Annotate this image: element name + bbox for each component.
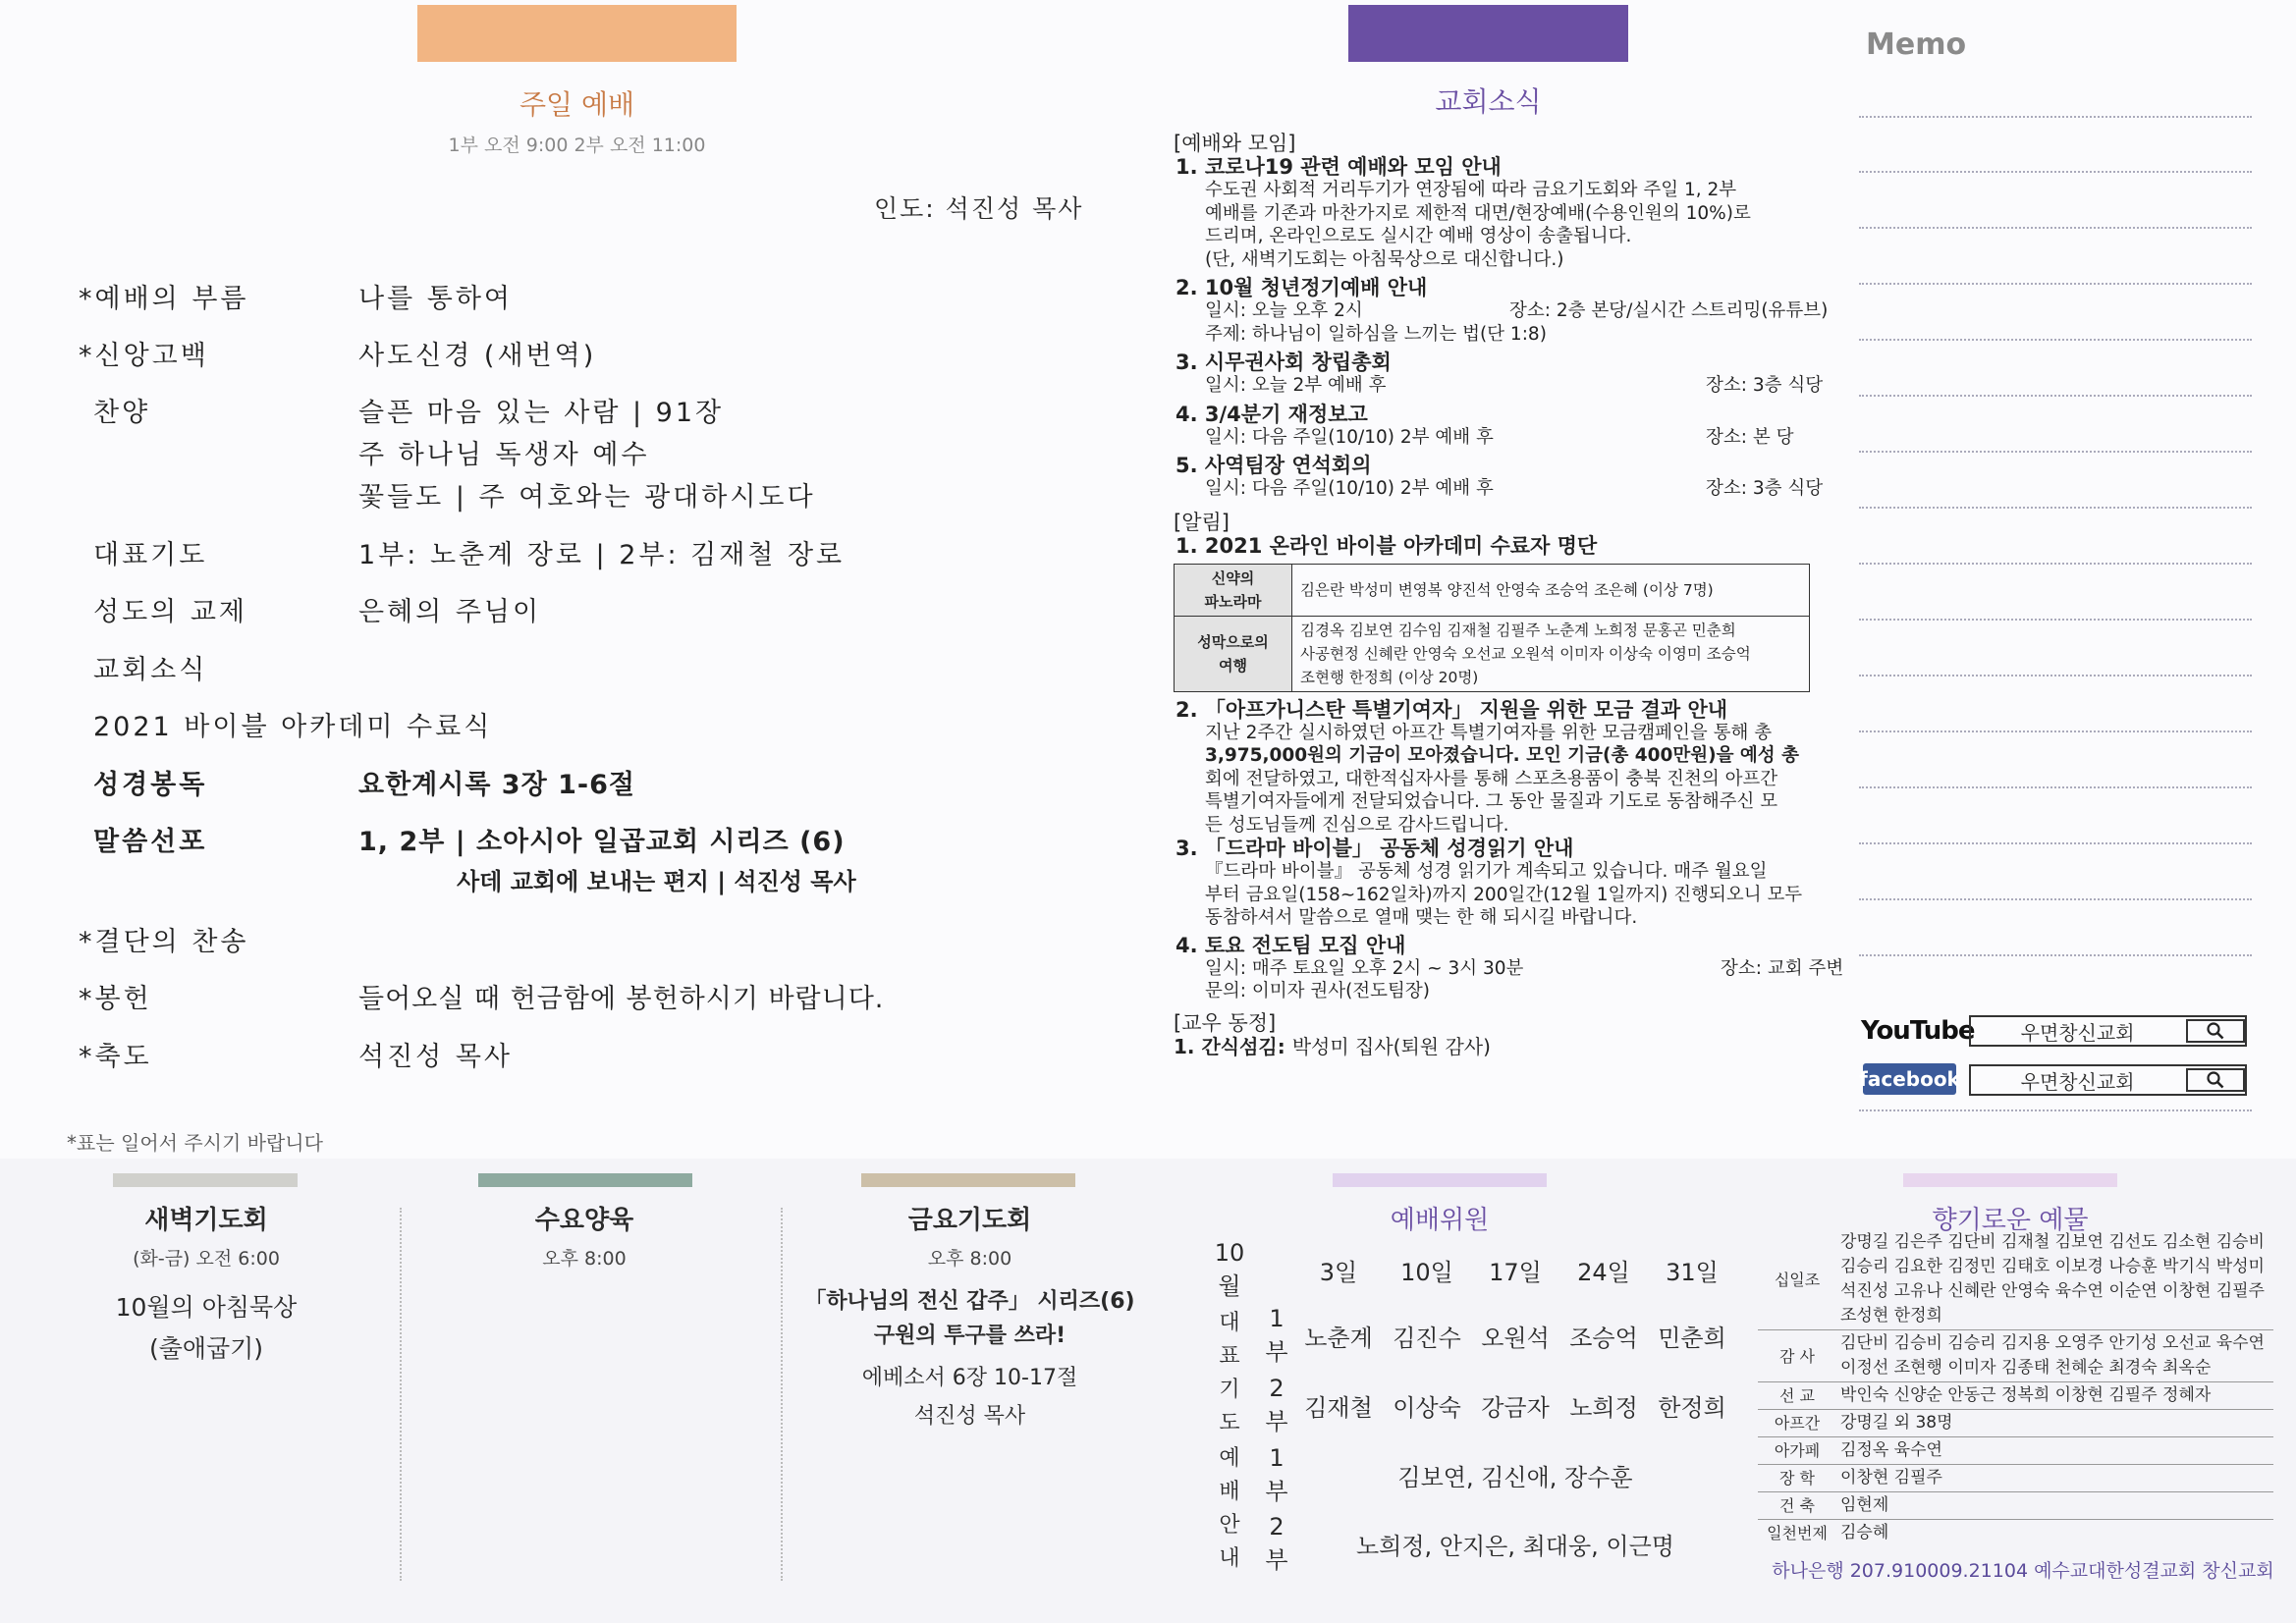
news-where: 장소: 3층 식당: [1706, 375, 1824, 396]
news-line: 『드라마 바이블』 공동체 성경 읽기가 계속되고 있습니다. 매주 월요일: [1205, 861, 1768, 882]
table-row: [1758, 1492, 2273, 1520]
wed-title: 수요양육: [534, 1206, 634, 1235]
name-cell: 김재철: [1304, 1394, 1373, 1422]
service-label: *신앙고백: [79, 341, 209, 371]
news-item-title: 3. 시무권사회 창립총회: [1175, 351, 1392, 374]
names-line: 이창현 김필주: [1840, 1468, 1942, 1488]
worship-color-bar: [417, 5, 737, 62]
offering-color-bar: [1903, 1173, 2117, 1187]
offering-names: [1836, 1520, 2273, 1547]
news-item-title: 1. 코로나19 관련 예배와 모임 안내: [1175, 155, 1502, 179]
name-cell: 강금자: [1481, 1394, 1550, 1422]
youtube-search-box[interactable]: [1969, 1015, 2247, 1047]
offering-names: [1836, 1229, 2273, 1330]
service-value: 사도신경 (새번역): [358, 341, 597, 371]
service-value: 1부: 노춘계 장로 | 2부: 김재철 장로: [358, 540, 846, 570]
table-row: [1200, 1440, 1736, 1509]
wed-color-bar: [478, 1173, 692, 1187]
names-line: 박인숙 신양순 안동근 정복희 이창현 김필주 정혜자: [1840, 1385, 2212, 1405]
news-line: 수도권 사회적 거리두기가 연장됨에 따라 금요기도회와 주일 1, 2부: [1205, 180, 1737, 200]
table-row: [1758, 1410, 2273, 1437]
news-line: 특별기여자들에게 전달되었습니다. 그 동안 물질과 기도로 동참해주신 모: [1205, 791, 1778, 812]
memo-line: [1859, 730, 2252, 732]
table-row: [1758, 1229, 2273, 1330]
service-label: 2021 바이블 아카데미 수료식: [93, 712, 493, 742]
news-line: [1205, 299, 1841, 323]
news-body: [1174, 130, 1844, 1058]
names-line: 조성현 한정희: [1840, 1306, 1942, 1325]
news-when: 일시: 오늘 2부 예배 후: [1205, 375, 1387, 396]
offering-category: 건 축: [1758, 1492, 1836, 1520]
memo-line: [1859, 116, 2252, 118]
news-title: 교회소식: [1435, 85, 1542, 118]
names-line: 이정선 조현행 이미자 김종태 천혜순 최경숙 최옥순: [1840, 1358, 2212, 1378]
news-section-heading: [교우 동정]: [1174, 1010, 1277, 1035]
service-value: 들어오실 때 헌금함에 봉헌하시기 바랍니다.: [358, 984, 885, 1014]
youtube-search-text: 우면창신교회: [2020, 1020, 2135, 1045]
service-label: *봉헌: [79, 984, 152, 1014]
name-cell: 노희정: [1569, 1394, 1638, 1422]
part-cell: 2부: [1265, 1375, 1288, 1435]
fri-sermon: 구원의 투구를 쓰라!: [873, 1324, 1066, 1348]
table-row: [1758, 1465, 2273, 1492]
date-header: 10일: [1400, 1259, 1453, 1286]
offering-table: [1758, 1229, 2273, 1546]
course-name-line: 여행: [1219, 656, 1247, 675]
memo-line: [1859, 339, 2252, 341]
friday-section: [795, 1200, 1144, 1430]
news-item-body: [1174, 426, 1841, 450]
offering-names: [1836, 1410, 2273, 1437]
news-section-heading: [알림]: [1174, 510, 1230, 534]
memo-line: [1859, 283, 2252, 285]
news-when: 일시: 매주 토요일 오후 2시 ~ 3시 30분: [1205, 957, 1524, 979]
course-name-line: 성막으로의: [1197, 632, 1269, 651]
memo-line: [1859, 171, 2252, 173]
table-row: [1758, 1520, 2273, 1547]
names-line: 김승혜: [1840, 1523, 1889, 1542]
usher-names: 김보연, 김신애, 장수훈: [1397, 1463, 1633, 1491]
graduate-names: [1292, 616, 1810, 691]
news-line: 예배를 기존과 마찬가지로 제한적 대면/현장예배(수용인원의 10%)로: [1205, 202, 1751, 224]
names-line: 김승리 김요한 김정민 김태호 이보경 나승훈 박기식 박성미: [1840, 1257, 2265, 1276]
names-line: 강명길 외 38명: [1840, 1413, 1953, 1433]
label-char: 배: [1219, 1480, 1240, 1504]
fri-series: 「하나님의 전신 갑주」 시리즈(6): [804, 1289, 1135, 1314]
news-line: 동참하셔서 말씀으로 열매 맺는 한 해 되시길 바랍니다.: [1205, 907, 1638, 928]
service-label: *결단의 찬송: [79, 927, 249, 957]
news-line: 회에 전달하였고, 대한적십자사를 통해 스포츠용품이 충북 진천의 아프간: [1205, 768, 1778, 789]
memo-line: [1859, 507, 2252, 509]
service-value: 주 하나님 독생자 예수: [358, 440, 650, 470]
news-line: [1174, 1035, 1841, 1058]
dawn-color-bar: [113, 1173, 298, 1187]
names-line: 석진성 고유나 신혜란 안영숙 육수연 이순연 이창현 김필주: [1840, 1281, 2265, 1301]
label-char: 예: [1219, 1446, 1240, 1471]
offering-category: 십일조: [1758, 1229, 1836, 1330]
table-row: [1200, 1301, 1736, 1371]
usher-label: [1200, 1440, 1259, 1578]
facebook-search-box[interactable]: [1969, 1064, 2247, 1096]
service-value: 사데 교회에 보내는 편지 | 석진성 목사: [457, 868, 856, 895]
memo-title: Memo: [1866, 27, 1967, 62]
course-name: [1175, 564, 1292, 616]
news-where: 장소: 본 당: [1706, 426, 1794, 448]
name-cell: 김진수: [1393, 1325, 1461, 1352]
news-item-title: 4. 토요 전도팀 모집 안내: [1175, 933, 1406, 957]
news-item-body: [1174, 179, 1841, 271]
youtube-logo[interactable]: [1861, 1013, 1974, 1049]
name-cell: 노춘계: [1304, 1325, 1373, 1352]
course-name-line: 파노라마: [1204, 592, 1262, 611]
offering-category: 아가페: [1758, 1437, 1836, 1465]
table-row: [1758, 1330, 2273, 1382]
offering-names: [1836, 1465, 2273, 1492]
names-line: 강명길 김은주 김단비 김재철 김보연 김선도 김소현 김승비: [1840, 1232, 2265, 1252]
news-line: 부터 금요일(158~162일차)까지 200일간(12월 1일까지) 진행되오니 모두: [1205, 884, 1803, 905]
memo-line: [1859, 786, 2252, 788]
label-char: 기: [1219, 1378, 1240, 1402]
news-item-title: 2. 10월 청년정기예배 안내: [1175, 276, 1428, 299]
news-line: (단, 새벽기도회는 아침묵상으로 대신합니다.): [1205, 248, 1564, 270]
search-icon[interactable]: [2186, 1068, 2245, 1092]
news-when: 일시: 다음 주일(10/10) 2부 예배 후: [1205, 426, 1494, 448]
service-value: 은혜의 주님이: [358, 597, 542, 627]
news-item-body: [1174, 374, 1841, 398]
memo-line: [1859, 227, 2252, 229]
service-label: *축도: [79, 1042, 152, 1072]
facebook-logo[interactable]: [1859, 1063, 1960, 1095]
committee-title: 예배위원: [1390, 1206, 1490, 1235]
service-value: 슬픈 마음 있는 사람 | 91장: [358, 398, 725, 428]
news-item-title: 1. 2021 온라인 바이블 아카데미 수료자 명단: [1175, 533, 1598, 558]
member-news-label: 1. 간식섬김:: [1174, 1034, 1292, 1058]
news-line: 주제: 하나님이 일하심을 느끼는 법(단 1:8): [1205, 323, 1547, 345]
news-color-bar: [1348, 5, 1628, 62]
memo-line: [1859, 395, 2252, 397]
offering-names: [1836, 1492, 2273, 1520]
offering-title: 향기로운 예물: [1932, 1206, 2089, 1235]
news-line: [1205, 957, 1844, 981]
committee-color-bar: [1333, 1173, 1547, 1187]
service-value: 꽃들도 | 주 여호와는 광대하시도다: [358, 482, 816, 513]
news-when: 일시: 다음 주일(10/10) 2부 예배 후: [1205, 478, 1494, 499]
news-item-title: 4. 3/4분기 재정보고: [1175, 402, 1368, 426]
part-cell: 1부: [1265, 1443, 1288, 1505]
dawn-prayer-section: [59, 1200, 354, 1365]
offering-names: [1836, 1330, 2273, 1382]
worship-leader: 인도: 석진성 목사: [874, 194, 1084, 223]
service-label: 대표기도: [93, 540, 208, 570]
names-line: 김단비 김승비 김승리 김지용 오영주 안기성 오선교 육수연: [1840, 1333, 2265, 1353]
worship-title: 주일 예배: [519, 88, 635, 121]
name-cell: 오원석: [1481, 1325, 1550, 1352]
label-char: 도: [1219, 1411, 1240, 1435]
memo-line: [1859, 451, 2252, 453]
table-row: [1200, 1509, 1736, 1578]
worship-times: 1부 오전 9:00 2부 오전 11:00: [448, 135, 706, 156]
news-where: 장소: 3층 식당: [1706, 478, 1824, 499]
news-line: 드리며, 온라인으로도 실시간 예배 영상이 송출됩니다.: [1205, 226, 1632, 246]
date-header: 17일: [1489, 1259, 1542, 1286]
divider: [400, 1208, 402, 1581]
offering-names: [1836, 1437, 2273, 1465]
table-row: [1175, 564, 1810, 616]
offering-names: [1836, 1382, 2273, 1410]
label-char: 안: [1219, 1513, 1240, 1538]
service-label: 교회소식: [93, 655, 208, 685]
service-label: 성도의 교제: [93, 597, 247, 627]
fri-title: 금요기도회: [907, 1206, 1032, 1235]
offering-category: 감 사: [1758, 1330, 1836, 1382]
service-label: 찬양: [93, 398, 151, 428]
memo-line: [1859, 954, 2252, 956]
fri-color-bar: [861, 1173, 1075, 1187]
news-item-title: 2. 「아프가니스탄 특별기여자」 지원을 위한 모금 결과 안내: [1175, 697, 1728, 722]
graduate-names: [1292, 564, 1810, 616]
month-header: 10월: [1214, 1239, 1245, 1300]
names-line: 김은란 박성미 변영복 양진석 안영숙 조승억 조은혜 (이상 7명): [1300, 580, 1714, 599]
label-char: 표: [1219, 1344, 1240, 1369]
memo-line: [1859, 898, 2252, 900]
service-value: 나를 통하여: [358, 284, 513, 314]
news-line: 3,975,000원의 기금이 모아졌습니다. 모인 기금(총 400만원)을 예성 총: [1205, 745, 1799, 766]
news-item-body: [1174, 477, 1841, 501]
names-line: 김정옥 육수연: [1840, 1440, 1942, 1460]
names-line: 조현행 한정희 (이상 20명): [1300, 668, 1479, 686]
news-line: 문의: 이미자 권사(전도팀장): [1205, 981, 1431, 1001]
member-news-value: 박성미 집사(퇴원 감사): [1291, 1034, 1491, 1058]
news-line: 든 성도님들께 진심으로 감사드립니다.: [1205, 814, 1509, 836]
news-line: [1205, 374, 1841, 398]
service-value: 1, 2부 | 소아시아 일곱교회 시리즈 (6): [358, 827, 846, 857]
offering-category: 선 교: [1758, 1382, 1836, 1410]
news-where: 장소: 교회 주변: [1721, 957, 1844, 979]
bank-account: 하나은행 207.910009.21104 예수교대한성결교회 창신교회: [1772, 1560, 2274, 1582]
date-header: 31일: [1666, 1259, 1719, 1286]
news-item-body: [1174, 722, 1841, 838]
youtube-logo-text: YouTube: [1861, 1016, 1975, 1046]
memo-line: [1859, 563, 2252, 565]
divider: [781, 1208, 783, 1581]
name-cell: 한정희: [1658, 1394, 1726, 1422]
news-item-title: 3. 「드라마 바이블」 공동체 성경읽기 안내: [1175, 837, 1574, 860]
service-label: 말씀선포: [93, 827, 208, 857]
news-line: [1205, 426, 1841, 450]
part-cell: 2부: [1265, 1512, 1288, 1574]
facebook-search-text: 우면창신교회: [2020, 1069, 2135, 1094]
table-row: [1175, 616, 1810, 691]
memo-line: [1859, 1109, 2252, 1111]
facebook-logo-text: facebook: [1859, 1067, 1960, 1091]
dawn-line-2: (출애굽기): [148, 1334, 264, 1363]
table-row: [1758, 1437, 2273, 1465]
usher-names: 노희정, 안지은, 최대웅, 이근명: [1356, 1532, 1674, 1560]
news-where: 장소: 2층 본당/실시간 스트리밍(유튜브): [1509, 300, 1829, 321]
search-icon[interactable]: [2186, 1019, 2245, 1043]
news-when: 일시: 오늘 오후 2시: [1205, 300, 1363, 321]
news-line: [1205, 477, 1841, 501]
service-value: 석진성 목사: [358, 1042, 513, 1072]
memo-line: [1859, 675, 2252, 676]
dawn-time: (화-금) 오전 6:00: [133, 1248, 280, 1270]
dawn-title: 새벽기도회: [144, 1206, 268, 1235]
label-char: 내: [1219, 1546, 1240, 1571]
dawn-line-1: 10월의 아침묵상: [115, 1293, 298, 1322]
news-section-heading: [예배와 모임]: [1174, 132, 1296, 155]
names-line: 임현제: [1840, 1495, 1889, 1515]
offering-category: 아프간: [1758, 1410, 1836, 1437]
committee-table: [1200, 1239, 1736, 1578]
news-item-body: [1174, 957, 1844, 1003]
course-name: [1175, 616, 1292, 691]
memo-line: [1859, 842, 2252, 844]
wednesday-section: [437, 1200, 732, 1271]
fri-time: 오후 8:00: [927, 1248, 1012, 1270]
part-cell: 1부: [1265, 1305, 1288, 1366]
name-cell: 이상숙: [1393, 1394, 1461, 1422]
service-label: *예배의 부름: [79, 284, 249, 314]
prayer-label: [1200, 1301, 1259, 1440]
label-char: 대: [1219, 1311, 1240, 1335]
name-cell: 민춘희: [1658, 1325, 1726, 1352]
news-item-body: [1174, 299, 1841, 346]
news-item-body: [1174, 860, 1841, 930]
course-name-line: 신약의: [1211, 568, 1255, 587]
news-line: 지난 2주간 실시하였던 아프간 특별기여자를 위한 모금캠페인을 통해 총: [1205, 722, 1773, 743]
table-row: [1200, 1371, 1736, 1440]
fri-preacher: 석진성 목사: [913, 1404, 1026, 1429]
names-line: 사공현정 신혜란 안영숙 오선교 오원석 이미자 이상숙 이영미 조승억: [1300, 644, 1751, 663]
news-item-title: 5. 사역팀장 연석회의: [1175, 454, 1372, 477]
date-header: 24일: [1577, 1259, 1630, 1286]
names-line: 김경옥 김보연 김수임 김재철 김필주 노춘계 노희정 문홍곤 민춘희: [1300, 621, 1736, 639]
table-row: [1200, 1239, 1736, 1301]
name-cell: 조승억: [1569, 1325, 1638, 1352]
offering-category: 장 학: [1758, 1465, 1836, 1492]
table-row: [1758, 1382, 2273, 1410]
offering-category: 일천번제: [1767, 1524, 1828, 1542]
service-label: 성경봉독: [93, 770, 208, 800]
memo-line: [1859, 619, 2252, 621]
service-value: 요한계시록 3장 1-6절: [358, 770, 635, 800]
date-header: 3일: [1319, 1259, 1358, 1286]
standing-note: *표는 일어서 주시기 바랍니다: [67, 1131, 323, 1155]
wed-time: 오후 8:00: [542, 1248, 627, 1270]
graduates-table: [1174, 564, 1810, 692]
part-header: [1259, 1239, 1294, 1301]
fri-scripture: 에베소서 6장 10-17절: [861, 1366, 1078, 1390]
